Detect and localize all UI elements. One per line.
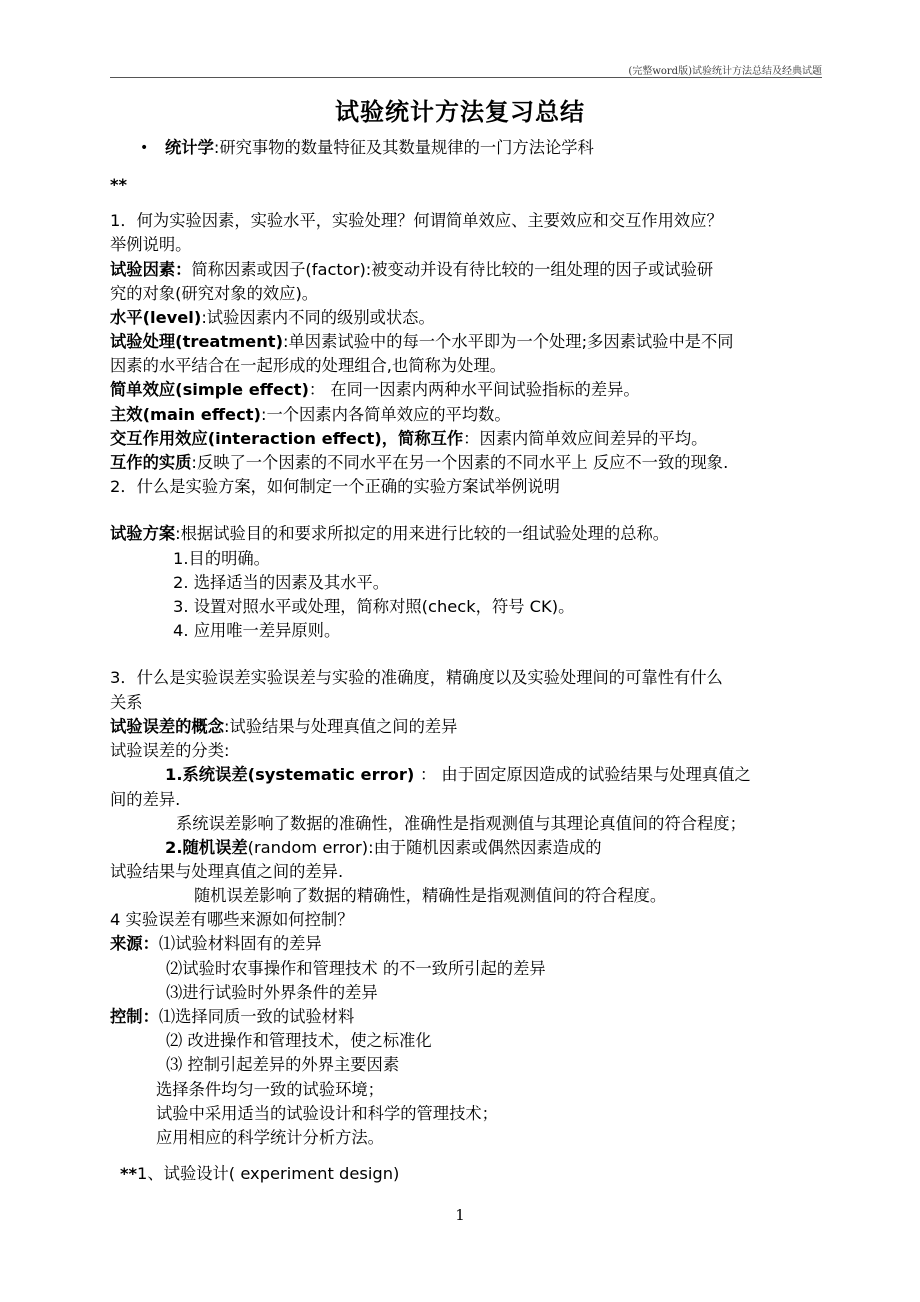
treatment-def: :单因素试验中的每一个水平即为一个处理;多因素试验中是不同 — [283, 332, 734, 351]
q3-question-line2: 关系 — [110, 693, 143, 712]
treatment-definition — [110, 331, 734, 353]
source-line — [110, 933, 322, 955]
control-measure: 应用相应的科学统计分析方法。 — [156, 1128, 384, 1147]
control-item: ⑶ 控制引起差异的外界主要因素 — [166, 1055, 400, 1074]
source-item: ⑴试验材料固有的差异 — [158, 934, 322, 953]
random-error-def: (random error):由于随机因素或偶然因素造成的 — [247, 838, 602, 857]
q2-question: 2．什么是实验方案，如何制定一个正确的实验方案试举例说明 — [110, 477, 560, 496]
source-term: 来源： — [110, 934, 159, 953]
bullet-term: 统计学 — [165, 138, 214, 157]
interaction-essence — [110, 452, 728, 474]
systematic-error-cont: 间的差异. — [110, 790, 181, 809]
essence-term: 互作的实质 — [110, 453, 192, 472]
source-item: ⑵试验时农事操作和管理技术 的不一致所引起的差异 — [166, 959, 546, 978]
random-error-note: 随机误差影响了数据的精确性，精确性是指观测值间的符合程度。 — [194, 886, 667, 905]
section-stars: ** — [120, 1164, 138, 1183]
error-concept-term: 试验误差的概念 — [110, 717, 224, 736]
error-classification-label: 试验误差的分类: — [110, 741, 230, 760]
systematic-error-def: ： 由于固定原因造成的试验结果与处理真值之 — [419, 765, 751, 784]
factor-definition — [110, 259, 713, 281]
level-term: 水平(level) — [110, 308, 202, 327]
random-error — [165, 837, 602, 859]
q1-question-line2: 举例说明。 — [110, 235, 192, 254]
control-line — [110, 1006, 354, 1028]
control-measure: 选择条件均匀一致的试验环境； — [156, 1080, 384, 1099]
level-definition — [110, 307, 435, 329]
treatment-definition-cont: 因素的水平结合在一起形成的处理组合,也简称为处理。 — [110, 356, 506, 375]
simple-effect-definition — [110, 379, 640, 401]
q3-question-line1: 3．什么是实验误差实验误差与实验的准确度，精确度以及实验处理间的可靠性有什么 — [110, 668, 723, 687]
q1-question-line1: 1．何为实验因素，实验水平，实验处理？何谓简单效应、主要效应和交互作用效应？ — [110, 211, 723, 230]
stars-marker: ** — [110, 175, 128, 194]
q4-question: 4 实验误差有哪些来源如何控制？ — [110, 910, 354, 929]
main-effect-term: 主效(main effect) — [110, 405, 261, 424]
treatment-term: 试验处理(treatment) — [110, 332, 284, 351]
random-error-cont: 试验结果与处理真值之间的差异. — [110, 862, 344, 881]
plan-item: 4. 应用唯一差异原则。 — [173, 621, 341, 640]
error-concept-def: :试验结果与处理真值之间的差异 — [223, 717, 458, 736]
factor-def: 简称因素或因子(factor):被变动并设有待比较的一组处理的因子或试验研 — [191, 260, 714, 279]
plan-definition — [110, 523, 669, 545]
factor-term: 试验因素： — [110, 260, 192, 279]
header-rule — [110, 77, 822, 78]
error-concept — [110, 716, 457, 738]
source-item: ⑶进行试验时外界条件的差异 — [166, 983, 378, 1002]
control-measure: 试验中采用适当的试验设计和科学的管理技术； — [156, 1104, 498, 1123]
main-effect-def: :一个因素内各简单效应的平均数。 — [260, 405, 511, 424]
plan-item: 2. 选择适当的因素及其水平。 — [173, 573, 390, 592]
systematic-error-note: 系统误差影响了数据的准确性，准确性是指观测值与其理论真值间的符合程度； — [176, 814, 746, 833]
plan-item: 1.目的明确。 — [173, 549, 270, 568]
section-heading — [120, 1163, 399, 1185]
interaction-def: ：因素内简单效应间差异的平均。 — [463, 429, 708, 448]
random-error-term: 2.随机误差 — [165, 838, 248, 857]
systematic-error — [165, 764, 751, 786]
bullet-icon: • — [140, 140, 149, 156]
plan-item: 3. 设置对照水平或处理，简称对照(check，符号 CK)。 — [173, 597, 575, 616]
control-item: ⑵ 改进操作和管理技术，使之标准化 — [166, 1031, 432, 1050]
plan-term: 试验方案 — [110, 524, 176, 543]
page-number: 1 — [455, 1206, 465, 1224]
essence-def: :反映了一个因素的不同水平在另一个因素的不同水平上 反应不一致的现象. — [191, 453, 729, 472]
bullet-text: :研究事物的数量特征及其数量规律的一门方法论学科 — [213, 138, 594, 157]
simple-effect-def: ： 在同一因素内两种水平间试验指标的差异。 — [308, 380, 640, 399]
section-label: 1、试验设计( experiment design) — [137, 1164, 400, 1183]
factor-definition-cont: 究的对象(研究对象的效应)。 — [110, 284, 319, 303]
control-term: 控制： — [110, 1007, 159, 1026]
main-effect-definition — [110, 404, 511, 426]
control-item: ⑴选择同质一致的试验材料 — [158, 1007, 355, 1026]
page-title: 试验统计方法复习总结 — [335, 98, 585, 126]
simple-effect-term: 简单效应(simple effect) — [110, 380, 309, 399]
plan-def: :根据试验目的和要求所拟定的用来进行比较的一组试验处理的总称。 — [175, 524, 670, 543]
interaction-term: 交互作用效应(interaction effect)，简称互作 — [110, 429, 464, 448]
running-header: (完整word版)试验统计方法总结及经典试题 — [628, 66, 822, 77]
interaction-definition — [110, 428, 707, 450]
level-def: :试验因素内不同的级别或状态。 — [201, 308, 435, 327]
systematic-error-term: 1.系统误差(systematic error) — [165, 765, 420, 784]
bullet-line — [165, 137, 594, 159]
